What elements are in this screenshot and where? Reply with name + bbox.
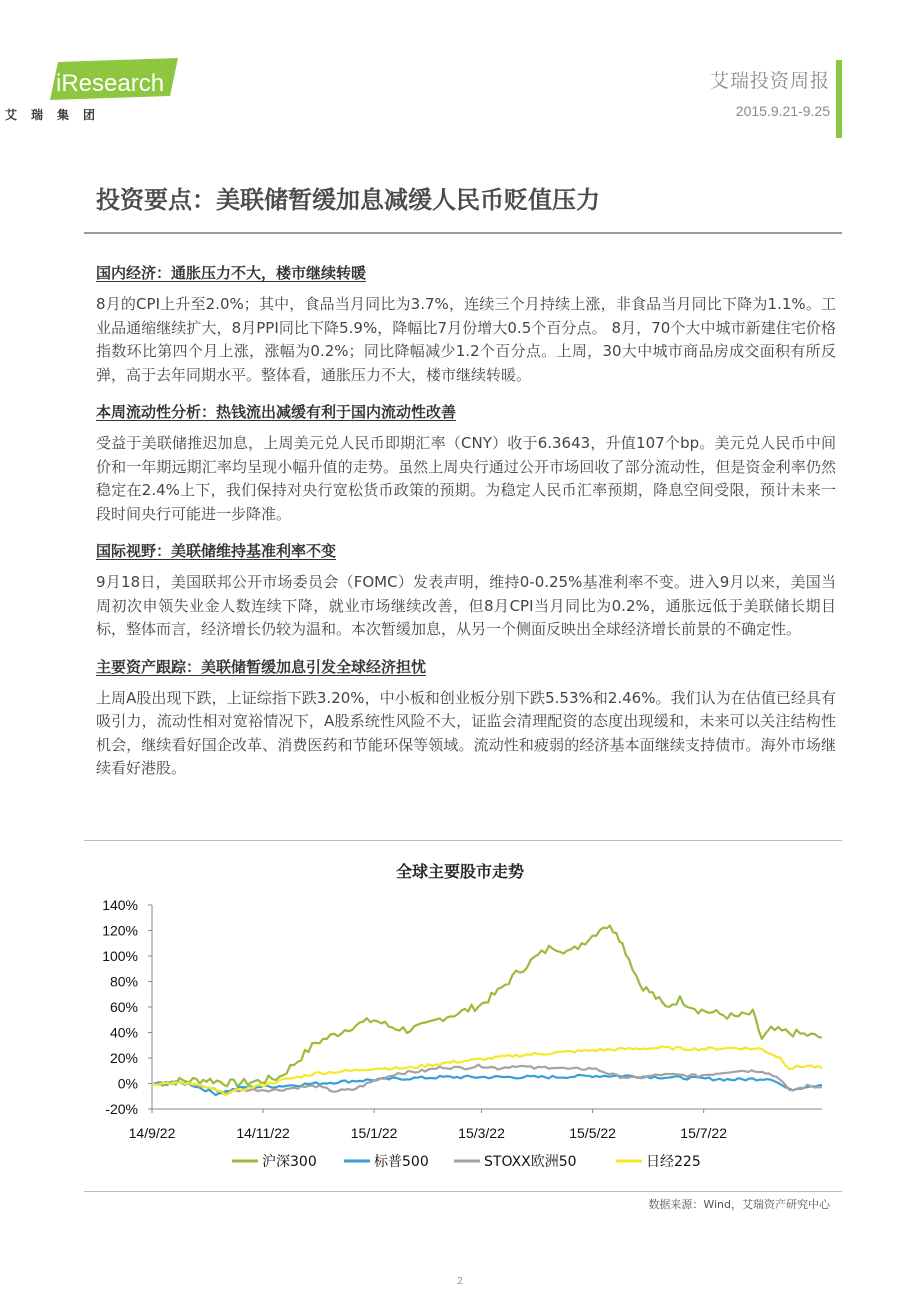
legend-label: 标普500 [374, 1154, 429, 1170]
legend-label: STOXX欧洲50 [484, 1154, 577, 1170]
x-tick-label: 14/11/22 [236, 1125, 290, 1141]
section-heading-international: 国际视野：美联储维持基准利率不变 [96, 542, 337, 560]
y-tick-label: 140% [102, 897, 138, 913]
series-line-1 [152, 1075, 822, 1095]
data-source-note: 数据来源：Wind，艾瑞资产研究中心 [648, 1198, 830, 1211]
y-tick-label: -20% [105, 1101, 138, 1117]
legend-label: 日经225 [646, 1154, 701, 1170]
chart-title: 全球主要股市走势 [395, 862, 525, 881]
section-body-international: 9月18日，美国联邦公开市场委员会（FOMC）发表声明，维持0-0.25%基准利率不变。进入9月以来，美国当周初次申领失业金人数连续下降，就业市场继续改善，但8月CPI当月同比为0.2%，通胀远低于美联储长期目标，整体而言，经济增长仍较为温和。本次暂缓加息，从另一个侧面反映出全球经济增长前景的不确定性。 [96, 573, 836, 638]
section-heading-domestic-economy: 国内经济：通胀压力不大，楼市继续转暖 [96, 264, 367, 282]
logo-chinese-name: 艾瑞集团 [5, 108, 110, 122]
title-divider [84, 232, 842, 234]
report-title: 艾瑞投资周报 [709, 70, 830, 92]
x-tick-label: 15/1/22 [350, 1125, 398, 1141]
section-body-domestic-economy: 8月的CPI上升至2.0%；其中，食品当月同比为3.7%，连续三个月持续上涨，非食品当月同比下降为1.1%。工业品通缩继续扩大，8月PPI同比下降5.9%，降幅比7月份增大0.5个百分点。 8月，70个大中城市新建住宅价格指数环比第四个月上涨，涨幅为0.2%；同比降幅减少1.2个百分点。上周，30大中城市商品房成交面积有所反弹，高于去年同期水平。整体看，通胀压力不大，楼市继续转暖。 [96, 295, 836, 384]
y-tick-label: 40% [109, 1024, 138, 1041]
section-body-liquidity: 受益于美联储推迟加息，上周美元兑人民币即期汇率（CNY）收于6.3643，升值107个bp。美元兑人民币中间价和一年期远期汇率均呈现小幅升值的走势。虽然上周央行通过公开市场回收了部分流动性，但是资金利率仍然稳定在2.4%上下，我们保持对央行宽松货币政策的预期。为稳定人民币汇率预期，降息空间受限，预计未来一段时间央行可能进一步降准。 [96, 434, 836, 523]
section-heading-liquidity: 本周流动性分析：热钱流出减缓有利于国内流动性改善 [96, 403, 457, 421]
header-accent-bar [836, 60, 842, 138]
page-title: 投资要点：美联储暂缓加息减缓人民币贬值压力 [96, 186, 600, 214]
report-date-range: 2015.9.21-9.25 [735, 103, 830, 119]
y-tick-label: 0% [117, 1075, 138, 1092]
report-header [710, 66, 830, 119]
series-line-3 [152, 1046, 822, 1095]
y-tick-label: 120% [102, 922, 138, 939]
section-heading-asset-tracking: 主要资产跟踪：美联储暂缓加息引发全球经济担忧 [96, 657, 427, 676]
legend-label: 沪深300 [262, 1154, 317, 1170]
x-tick-label: 14/9/22 [128, 1125, 176, 1141]
y-tick-label: 20% [109, 1050, 138, 1066]
x-tick-label: 15/5/22 [569, 1125, 616, 1141]
y-tick-label: 60% [109, 999, 138, 1015]
x-tick-label: 15/3/22 [458, 1125, 505, 1141]
global-stock-chart [84, 840, 842, 1192]
section-body-asset-tracking: 上周A股出现下跌，上证综指下跌3.20%，中小板和创业板分别下跌5.53%和2.46%。我们认为在估值已经具有吸引力，流动性相对宽裕情况下，A股系统性风险不大，证监会清理配资的态度出现缓和，未来可以关注结构性机会，继续看好国企改革、消费医药和节能环保等领域。流动性和疲弱的经济基本面继续支持债市。海外市场继续看好港股。 [96, 688, 836, 777]
x-tick-label: 15/7/22 [680, 1125, 728, 1141]
iresearch-logo-mark [50, 58, 180, 100]
page-number: 2 [456, 1276, 464, 1287]
y-tick-label: 100% [102, 948, 138, 964]
logo-text: iResearch [56, 70, 165, 97]
main-content [96, 262, 836, 795]
series-line-0 [152, 926, 822, 1087]
chart-svg [84, 841, 842, 1191]
y-tick-label: 80% [109, 973, 138, 990]
